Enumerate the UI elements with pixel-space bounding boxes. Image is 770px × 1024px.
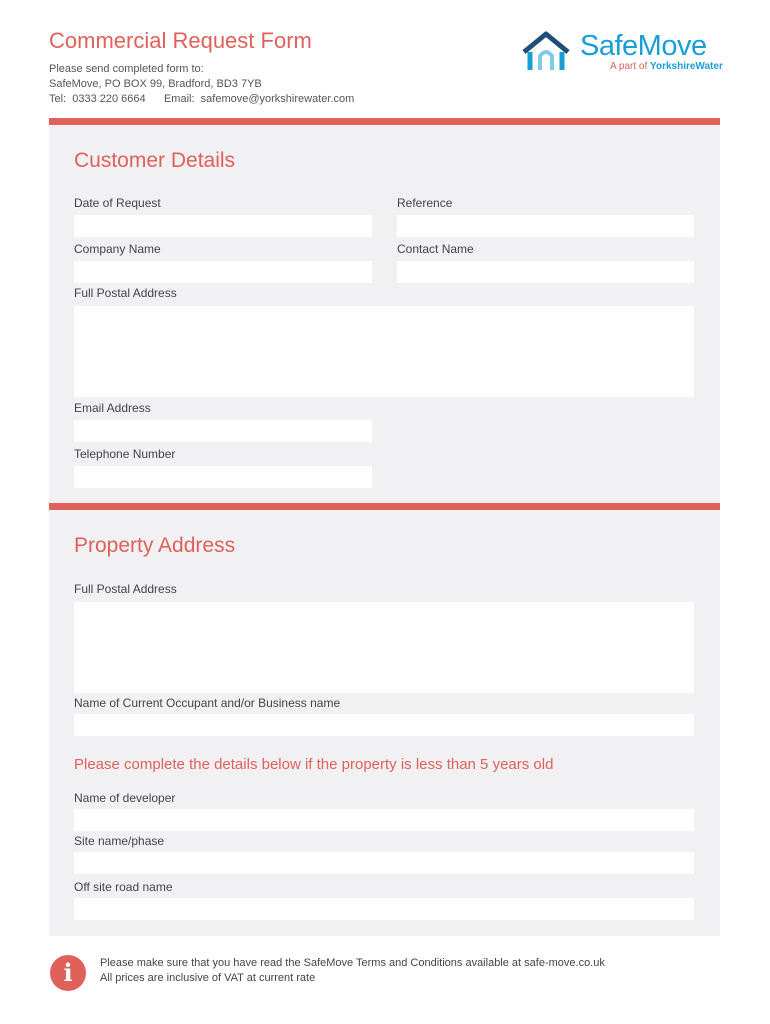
- logo-name: SafeMove: [580, 30, 707, 62]
- developer-field[interactable]: [74, 809, 694, 831]
- address-field[interactable]: [74, 306, 694, 397]
- property-address-section: [49, 503, 720, 936]
- site-field[interactable]: [74, 852, 694, 874]
- date-field[interactable]: [74, 215, 372, 237]
- property-address-label: Full Postal Address: [74, 582, 177, 596]
- occupant-label: Name of Current Occupant and/or Business name: [74, 696, 341, 710]
- instructions-line: Please send completed form to:: [49, 63, 204, 75]
- offsite-label: Off site road name: [74, 880, 173, 894]
- postal-address-line: SafeMove, PO BOX 99, Bradford, BD3 7YB: [49, 78, 262, 90]
- customer-details-section: [49, 118, 720, 503]
- property-address-field[interactable]: [74, 602, 694, 693]
- terms-note: Please make sure that you have read the SafeMove Terms and Conditions available at safe-move.co.uk: [100, 957, 605, 969]
- logo-subtitle: A part of YorkshireWater: [610, 61, 723, 72]
- section-title: Property Address: [74, 534, 236, 557]
- contact-line: Tel: 0333 220 6664 Email: safemove@yorkshirewater.com: [49, 93, 355, 105]
- section-title: Customer Details: [74, 149, 236, 172]
- vat-note: All prices are inclusive of VAT at current rate: [100, 972, 316, 984]
- new-property-note: Please complete the details below if the property is less than 5 years old: [74, 756, 554, 773]
- form-title: Commercial Request Form: [49, 28, 312, 53]
- address-label: Full Postal Address: [74, 286, 177, 300]
- reference-field[interactable]: [397, 215, 694, 237]
- phone-field[interactable]: [74, 466, 372, 488]
- offsite-field[interactable]: [74, 898, 694, 920]
- house-drop-icon: [520, 30, 572, 74]
- email-field[interactable]: [74, 420, 372, 442]
- contact-label: Contact Name: [397, 242, 474, 256]
- date-label: Date of Request: [74, 196, 161, 210]
- site-label: Site name/phase: [74, 834, 165, 848]
- contact-field[interactable]: [397, 261, 694, 283]
- email-label: Email Address: [74, 401, 151, 415]
- info-icon: i: [50, 955, 86, 991]
- reference-label: Reference: [397, 196, 453, 210]
- developer-label: Name of developer: [74, 791, 176, 805]
- company-field[interactable]: [74, 261, 372, 283]
- company-label: Company Name: [74, 242, 161, 256]
- occupant-field[interactable]: [74, 714, 694, 736]
- phone-label: Telephone Number: [74, 447, 176, 461]
